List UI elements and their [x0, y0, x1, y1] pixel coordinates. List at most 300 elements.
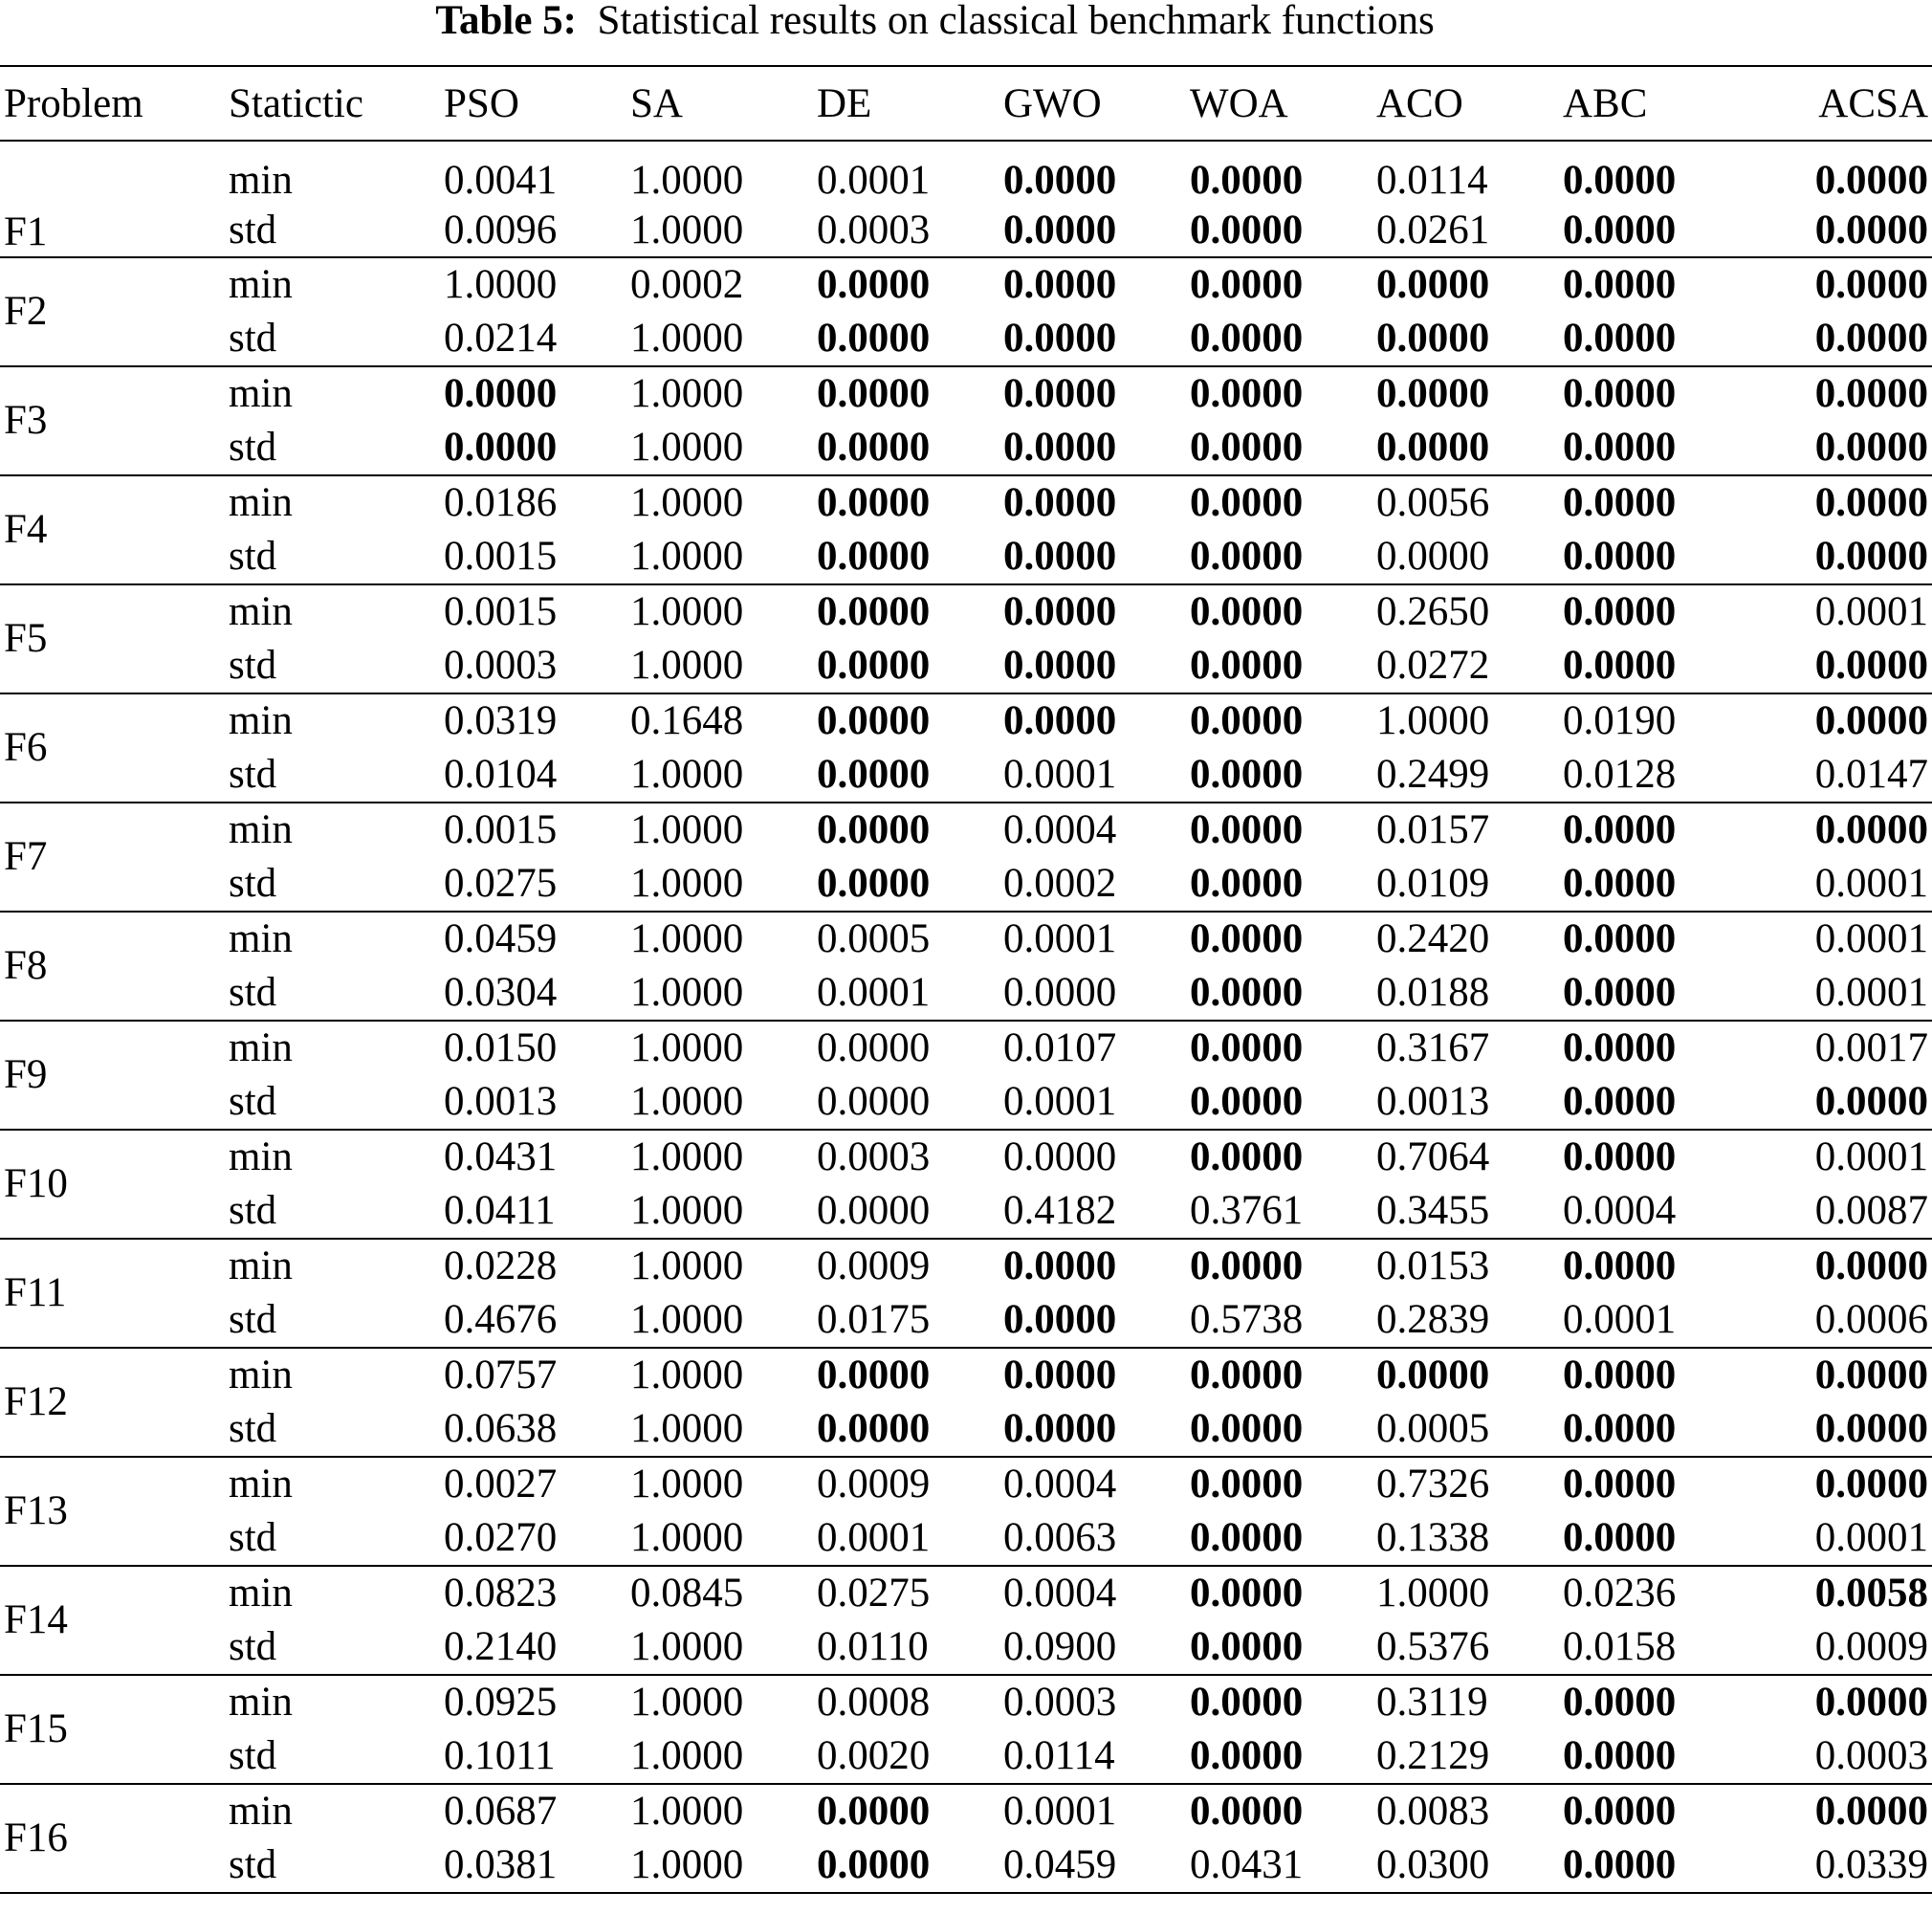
table-row	[0, 1075, 1932, 1130]
value-cell-woa: 0.0000	[1190, 1680, 1304, 1725]
value-cell-de: 0.0000	[817, 589, 931, 634]
value-cell-de: 0.0001	[817, 158, 931, 203]
value-cell-woa: 0.0000	[1186, 1511, 1372, 1566]
value-cell-aco: 1.0000	[1376, 698, 1490, 743]
statistic-cell: std	[225, 1293, 440, 1348]
value-cell-acsa: 0.0001	[1745, 857, 1932, 912]
table-row	[0, 1348, 1932, 1402]
value-cell-abc: 0.0000	[1559, 1838, 1745, 1893]
statistic-cell: min	[229, 807, 293, 852]
value-cell-sa: 1.0000	[630, 807, 744, 852]
table-row	[0, 1293, 1932, 1348]
statistic-cell: std	[225, 1511, 440, 1566]
value-cell-aco: 0.0000	[1372, 530, 1559, 584]
value-cell-gwo: 0.4182	[999, 1184, 1186, 1239]
value-cell-de: 0.0000	[813, 312, 999, 366]
value-cell-acsa: 0.0001	[1814, 916, 1928, 961]
problem-cell: F6	[0, 693, 225, 803]
value-cell-gwo: 0.0000	[1003, 698, 1117, 743]
value-cell-sa: 1.0000	[630, 1353, 744, 1397]
table-row	[0, 1729, 1932, 1784]
value-cell-gwo: 0.0459	[999, 1838, 1186, 1893]
value-cell-pso: 0.0015	[444, 589, 558, 634]
value-cell-de: 0.0000	[817, 807, 931, 852]
value-cell-pso: 0.0186	[444, 480, 558, 525]
value-cell-acsa: 0.0000	[1814, 1789, 1928, 1834]
value-cell-de: 0.0000	[813, 748, 999, 803]
value-cell-sa: 0.1648	[630, 698, 744, 743]
value-cell-sa: 1.0000	[630, 1789, 744, 1834]
value-cell-gwo: 0.0001	[1003, 916, 1117, 961]
table-row	[0, 1620, 1932, 1675]
statistic-cell: std	[225, 1402, 440, 1457]
value-cell-woa: 0.0000	[1186, 205, 1372, 257]
value-cell-sa: 1.0000	[626, 421, 813, 475]
value-cell-pso: 0.0431	[444, 1134, 558, 1179]
value-cell-pso: 0.0757	[444, 1353, 558, 1397]
table-row	[0, 475, 1932, 530]
value-cell-woa: 0.0000	[1190, 480, 1304, 525]
value-cell-gwo: 0.0003	[1003, 1680, 1117, 1725]
value-cell-acsa: 0.0000	[1814, 807, 1928, 852]
value-cell-woa: 0.0000	[1186, 1075, 1372, 1130]
value-cell-pso: 0.2140	[440, 1620, 626, 1675]
col-header-abc: ABC	[1559, 66, 1745, 141]
value-cell-pso: 0.0096	[440, 205, 626, 257]
value-cell-abc: 0.0000	[1559, 966, 1745, 1021]
value-cell-sa: 1.0000	[626, 1838, 813, 1893]
statistic-cell: std	[225, 1620, 440, 1675]
statistic-cell: min	[229, 589, 293, 634]
value-cell-pso: 0.0925	[444, 1680, 558, 1725]
value-cell-acsa: 0.0000	[1745, 421, 1932, 475]
value-cell-gwo: 0.0004	[1003, 1462, 1117, 1507]
value-cell-gwo: 0.0004	[1003, 807, 1117, 852]
value-cell-acsa: 0.0147	[1745, 748, 1932, 803]
value-cell-gwo: 0.0000	[1003, 371, 1117, 416]
value-cell-abc: 0.0000	[1563, 1025, 1677, 1070]
value-cell-woa: 0.0000	[1190, 158, 1304, 203]
value-cell-acsa: 0.0001	[1745, 1511, 1932, 1566]
value-cell-woa: 0.3761	[1186, 1184, 1372, 1239]
value-cell-gwo: 0.0000	[999, 1402, 1186, 1457]
statistic-cell: min	[229, 698, 293, 743]
value-cell-abc: 0.0000	[1563, 1680, 1677, 1725]
value-cell-abc: 0.0000	[1559, 1511, 1745, 1566]
value-cell-sa: 1.0000	[626, 1402, 813, 1457]
value-cell-gwo: 0.0000	[1003, 1134, 1117, 1179]
value-cell-abc: 0.0000	[1559, 639, 1745, 693]
value-cell-aco: 0.2420	[1376, 916, 1490, 961]
value-cell-abc: 0.0000	[1563, 158, 1677, 203]
value-cell-sa: 1.0000	[626, 639, 813, 693]
problem-cell: F16	[0, 1784, 225, 1893]
statistic-cell: min	[229, 371, 293, 416]
value-cell-aco: 0.1338	[1372, 1511, 1559, 1566]
value-cell-acsa: 0.0000	[1745, 530, 1932, 584]
table-row	[0, 1566, 1932, 1620]
table-row	[0, 421, 1932, 475]
value-cell-aco: 0.5376	[1372, 1620, 1559, 1675]
value-cell-abc: 0.0158	[1559, 1620, 1745, 1675]
statistic-cell: min	[229, 1243, 293, 1288]
table-row	[0, 1021, 1932, 1075]
value-cell-de: 0.0003	[813, 205, 999, 257]
header-row	[0, 66, 1932, 141]
value-cell-aco: 0.0000	[1376, 262, 1490, 307]
value-cell-sa: 1.0000	[626, 530, 813, 584]
value-cell-woa: 0.0000	[1190, 1789, 1304, 1834]
value-cell-de: 0.0000	[817, 371, 931, 416]
statistic-cell: std	[225, 421, 440, 475]
value-cell-gwo: 0.0004	[1003, 1571, 1117, 1616]
value-cell-abc: 0.0000	[1559, 205, 1745, 257]
value-cell-gwo: 0.0900	[999, 1620, 1186, 1675]
value-cell-de: 0.0000	[813, 1184, 999, 1239]
table-row	[0, 1130, 1932, 1184]
problem-cell: F4	[0, 475, 225, 584]
value-cell-sa: 0.0845	[630, 1571, 744, 1616]
value-cell-acsa: 0.0009	[1745, 1620, 1932, 1675]
value-cell-abc: 0.0000	[1563, 262, 1677, 307]
value-cell-acsa: 0.0000	[1745, 205, 1932, 257]
value-cell-aco: 0.7064	[1376, 1134, 1490, 1179]
problem-cell: F15	[0, 1675, 225, 1784]
value-cell-acsa: 0.0087	[1745, 1184, 1932, 1239]
value-cell-pso: 0.0015	[444, 807, 558, 852]
value-cell-acsa: 0.0000	[1814, 1680, 1928, 1725]
value-cell-sa: 1.0000	[626, 1075, 813, 1130]
value-cell-abc: 0.0004	[1559, 1184, 1745, 1239]
value-cell-de: 0.0175	[813, 1293, 999, 1348]
statistic-cell: min	[229, 1462, 293, 1507]
value-cell-sa: 1.0000	[630, 371, 744, 416]
value-cell-woa: 0.0000	[1190, 1025, 1304, 1070]
value-cell-pso: 0.0104	[440, 748, 626, 803]
value-cell-pso: 0.0638	[440, 1402, 626, 1457]
value-cell-aco: 0.2129	[1372, 1729, 1559, 1784]
value-cell-acsa: 0.0000	[1814, 158, 1928, 203]
value-cell-sa: 1.0000	[630, 480, 744, 525]
value-cell-de: 0.0003	[817, 1134, 931, 1179]
value-cell-woa: 0.0000	[1190, 262, 1304, 307]
value-cell-abc: 0.0000	[1559, 312, 1745, 366]
value-cell-gwo: 0.0107	[1003, 1025, 1117, 1070]
col-header-problem: Problem	[0, 66, 225, 141]
value-cell-aco: 0.0005	[1372, 1402, 1559, 1457]
statistic-cell: min	[229, 1353, 293, 1397]
value-cell-abc: 0.0000	[1563, 589, 1677, 634]
value-cell-aco: 0.0261	[1372, 205, 1559, 257]
value-cell-pso: 0.0381	[440, 1838, 626, 1893]
value-cell-woa: 0.0000	[1186, 1620, 1372, 1675]
value-cell-gwo: 0.0000	[999, 1293, 1186, 1348]
value-cell-pso: 0.0411	[440, 1184, 626, 1239]
value-cell-woa: 0.0000	[1190, 1134, 1304, 1179]
value-cell-abc: 0.0000	[1559, 530, 1745, 584]
value-cell-pso: 0.1011	[440, 1729, 626, 1784]
table-row	[0, 748, 1932, 803]
value-cell-aco: 0.0157	[1376, 807, 1490, 852]
value-cell-woa: 0.0000	[1190, 371, 1304, 416]
value-cell-sa: 1.0000	[630, 1243, 744, 1288]
problem-cell: F11	[0, 1239, 225, 1348]
value-cell-abc: 0.0000	[1563, 480, 1677, 525]
value-cell-de: 0.0110	[813, 1620, 999, 1675]
value-cell-woa: 0.0000	[1190, 1462, 1304, 1507]
value-cell-sa: 1.0000	[626, 748, 813, 803]
statistic-cell: std	[225, 1184, 440, 1239]
value-cell-pso: 0.0304	[440, 966, 626, 1021]
table-row	[0, 1239, 1932, 1293]
value-cell-acsa: 0.0001	[1814, 589, 1928, 634]
value-cell-gwo: 0.0000	[1003, 1353, 1117, 1397]
value-cell-abc: 0.0190	[1563, 698, 1677, 743]
value-cell-gwo: 0.0114	[999, 1729, 1186, 1784]
value-cell-sa: 1.0000	[626, 1511, 813, 1566]
value-cell-de: 0.0000	[817, 698, 931, 743]
table-row	[0, 1184, 1932, 1239]
value-cell-de: 0.0001	[813, 1511, 999, 1566]
table-row	[0, 141, 1932, 205]
value-cell-acsa: 0.0003	[1745, 1729, 1932, 1784]
value-cell-gwo: 0.0000	[999, 205, 1186, 257]
value-cell-de: 0.0275	[817, 1571, 931, 1616]
problem-cell: F13	[0, 1457, 225, 1566]
value-cell-de: 0.0000	[817, 1353, 931, 1397]
value-cell-aco: 0.3119	[1376, 1680, 1488, 1725]
value-cell-aco: 0.7326	[1376, 1462, 1490, 1507]
table-row	[0, 530, 1932, 584]
value-cell-acsa: 0.0000	[1814, 480, 1928, 525]
statistic-cell: std	[225, 639, 440, 693]
value-cell-woa: 0.0000	[1190, 807, 1304, 852]
table-row	[0, 693, 1932, 748]
value-cell-aco: 0.0000	[1372, 312, 1559, 366]
statistic-cell: min	[229, 1025, 293, 1070]
value-cell-de: 0.0000	[813, 421, 999, 475]
value-cell-pso: 1.0000	[444, 262, 558, 307]
value-cell-acsa: 0.0001	[1814, 1134, 1928, 1179]
value-cell-woa: 0.0000	[1186, 748, 1372, 803]
value-cell-de: 0.0008	[817, 1680, 931, 1725]
value-cell-abc: 0.0000	[1559, 1729, 1745, 1784]
value-cell-aco: 0.0272	[1372, 639, 1559, 693]
value-cell-gwo: 0.0002	[999, 857, 1186, 912]
table-row	[0, 912, 1932, 966]
value-cell-sa: 1.0000	[626, 1620, 813, 1675]
value-cell-gwo: 0.0000	[999, 966, 1186, 1021]
value-cell-pso: 0.0003	[440, 639, 626, 693]
value-cell-de: 0.0000	[813, 1402, 999, 1457]
table-row	[0, 366, 1932, 421]
value-cell-sa: 0.0002	[630, 262, 744, 307]
value-cell-gwo: 0.0001	[999, 1075, 1186, 1130]
value-cell-abc: 0.0000	[1559, 857, 1745, 912]
value-cell-sa: 1.0000	[626, 1184, 813, 1239]
table-row	[0, 639, 1932, 693]
value-cell-gwo: 0.0000	[999, 530, 1186, 584]
statistic-cell: std	[225, 748, 440, 803]
value-cell-acsa: 0.0017	[1814, 1025, 1928, 1070]
value-cell-sa: 1.0000	[630, 158, 744, 203]
value-cell-acsa: 0.0339	[1745, 1838, 1932, 1893]
value-cell-acsa: 0.0001	[1745, 966, 1932, 1021]
value-cell-aco: 0.0153	[1376, 1243, 1490, 1288]
value-cell-woa: 0.0000	[1190, 1243, 1304, 1288]
value-cell-acsa: 0.0000	[1745, 312, 1932, 366]
value-cell-de: 0.0009	[817, 1462, 931, 1507]
value-cell-pso: 0.0150	[444, 1025, 558, 1070]
col-header-aco: ACO	[1372, 66, 1559, 141]
col-header-gwo: GWO	[999, 66, 1186, 141]
value-cell-woa: 0.0000	[1186, 639, 1372, 693]
value-cell-woa: 0.0000	[1186, 966, 1372, 1021]
value-cell-gwo: 0.0001	[1003, 1789, 1117, 1834]
value-cell-de: 0.0000	[813, 857, 999, 912]
value-cell-gwo: 0.0000	[1003, 589, 1117, 634]
value-cell-woa: 0.0000	[1190, 698, 1304, 743]
statistic-cell: std	[225, 530, 440, 584]
statistic-cell: min	[229, 916, 293, 961]
statistic-cell: min	[229, 262, 293, 307]
value-cell-pso: 0.0000	[444, 371, 558, 416]
value-cell-sa: 1.0000	[630, 1462, 744, 1507]
value-cell-acsa: 0.0000	[1814, 371, 1928, 416]
value-cell-sa: 1.0000	[630, 1680, 744, 1725]
value-cell-abc: 0.0000	[1563, 371, 1677, 416]
value-cell-gwo: 0.0000	[999, 639, 1186, 693]
col-header-acsa: ACSA	[1745, 66, 1932, 141]
value-cell-sa: 1.0000	[626, 312, 813, 366]
value-cell-pso: 0.0823	[444, 1571, 558, 1616]
value-cell-de: 0.0000	[813, 1838, 999, 1893]
value-cell-acsa: 0.0058	[1814, 1571, 1928, 1616]
value-cell-sa: 1.0000	[626, 1729, 813, 1784]
value-cell-acsa: 0.0000	[1814, 698, 1928, 743]
table-row	[0, 1511, 1932, 1566]
value-cell-aco: 0.0300	[1372, 1838, 1559, 1893]
value-cell-pso: 0.0275	[440, 857, 626, 912]
value-cell-abc: 0.0000	[1559, 421, 1745, 475]
value-cell-aco: 0.2499	[1372, 748, 1559, 803]
value-cell-de: 0.0001	[813, 966, 999, 1021]
table-row	[0, 857, 1932, 912]
value-cell-aco: 0.0013	[1372, 1075, 1559, 1130]
statistic-cell: std	[225, 857, 440, 912]
value-cell-pso: 0.0459	[444, 916, 558, 961]
problem-cell: F10	[0, 1130, 225, 1239]
value-cell-aco: 0.2839	[1372, 1293, 1559, 1348]
statistic-cell: min	[229, 1789, 293, 1834]
problem-cell: F2	[0, 257, 225, 366]
value-cell-aco: 0.3167	[1376, 1025, 1490, 1070]
col-header-sa: SA	[626, 66, 813, 141]
value-cell-acsa: 0.0000	[1745, 1075, 1932, 1130]
value-cell-aco: 0.2650	[1376, 589, 1490, 634]
value-cell-aco: 0.3455	[1372, 1184, 1559, 1239]
value-cell-aco: 0.0056	[1376, 480, 1490, 525]
value-cell-woa: 0.0000	[1186, 1402, 1372, 1457]
problem-cell: F5	[0, 584, 225, 693]
value-cell-sa: 1.0000	[626, 205, 813, 257]
value-cell-sa: 1.0000	[630, 1025, 744, 1070]
statistic-cell: std	[225, 1838, 440, 1893]
value-cell-abc: 0.0000	[1563, 916, 1677, 961]
value-cell-de: 0.0000	[817, 1025, 931, 1070]
value-cell-woa: 0.0431	[1186, 1838, 1372, 1893]
value-cell-sa: 1.0000	[630, 1134, 744, 1179]
table-row	[0, 257, 1932, 312]
value-cell-pso: 0.0228	[444, 1243, 558, 1288]
caption-label: Table 5:	[435, 0, 577, 43]
value-cell-woa: 0.0000	[1190, 589, 1304, 634]
value-cell-acsa: 0.0000	[1814, 1462, 1928, 1507]
value-cell-pso: 0.0027	[444, 1462, 558, 1507]
value-cell-woa: 0.0000	[1190, 1571, 1304, 1616]
problem-cell: F1	[0, 141, 225, 257]
value-cell-de: 0.0000	[813, 530, 999, 584]
value-cell-abc: 0.0001	[1559, 1293, 1745, 1348]
value-cell-gwo: 0.0000	[999, 421, 1186, 475]
value-cell-woa: 0.0000	[1186, 1729, 1372, 1784]
col-header-statistic: Statictic	[225, 66, 440, 141]
value-cell-acsa: 0.0000	[1745, 639, 1932, 693]
value-cell-sa: 1.0000	[626, 1293, 813, 1348]
value-cell-pso: 0.0015	[440, 530, 626, 584]
table-row	[0, 312, 1932, 366]
value-cell-gwo: 0.0000	[1003, 158, 1117, 203]
value-cell-abc: 0.0128	[1559, 748, 1745, 803]
statistic-cell: min	[229, 1680, 293, 1725]
value-cell-aco: 0.0188	[1372, 966, 1559, 1021]
value-cell-de: 0.0000	[817, 1789, 931, 1834]
problem-cell: F9	[0, 1021, 225, 1130]
table-body	[0, 141, 1932, 1893]
value-cell-abc: 0.0000	[1563, 1353, 1677, 1397]
value-cell-pso: 0.0214	[440, 312, 626, 366]
table-row	[0, 1675, 1932, 1729]
value-cell-de: 0.0000	[817, 480, 931, 525]
value-cell-pso: 0.4676	[440, 1293, 626, 1348]
value-cell-abc: 0.0236	[1563, 1571, 1677, 1616]
value-cell-abc: 0.0000	[1559, 1075, 1745, 1130]
table-row	[0, 1402, 1932, 1457]
value-cell-gwo: 0.0000	[1003, 480, 1117, 525]
statistic-cell: std	[225, 1075, 440, 1130]
value-cell-de: 0.0000	[817, 262, 931, 307]
statistic-cell: min	[229, 1571, 293, 1616]
table-caption	[0, 0, 1870, 42]
value-cell-acsa: 0.0006	[1745, 1293, 1932, 1348]
value-cell-gwo: 0.0000	[1003, 1243, 1117, 1288]
problem-cell: F7	[0, 803, 225, 912]
col-header-woa: WOA	[1186, 66, 1372, 141]
value-cell-woa: 0.0000	[1190, 916, 1304, 961]
value-cell-pso: 0.0041	[444, 158, 558, 203]
value-cell-pso: 0.0013	[440, 1075, 626, 1130]
value-cell-sa: 1.0000	[630, 589, 744, 634]
value-cell-acsa: 0.0000	[1814, 1243, 1928, 1288]
results-table	[0, 65, 1932, 1894]
statistic-cell: min	[229, 1134, 293, 1179]
value-cell-woa: 0.0000	[1186, 421, 1372, 475]
problem-cell: F3	[0, 366, 225, 475]
value-cell-aco: 0.0109	[1372, 857, 1559, 912]
value-cell-pso: 0.0000	[440, 421, 626, 475]
statistic-cell: std	[225, 312, 440, 366]
problem-cell: F12	[0, 1348, 225, 1457]
